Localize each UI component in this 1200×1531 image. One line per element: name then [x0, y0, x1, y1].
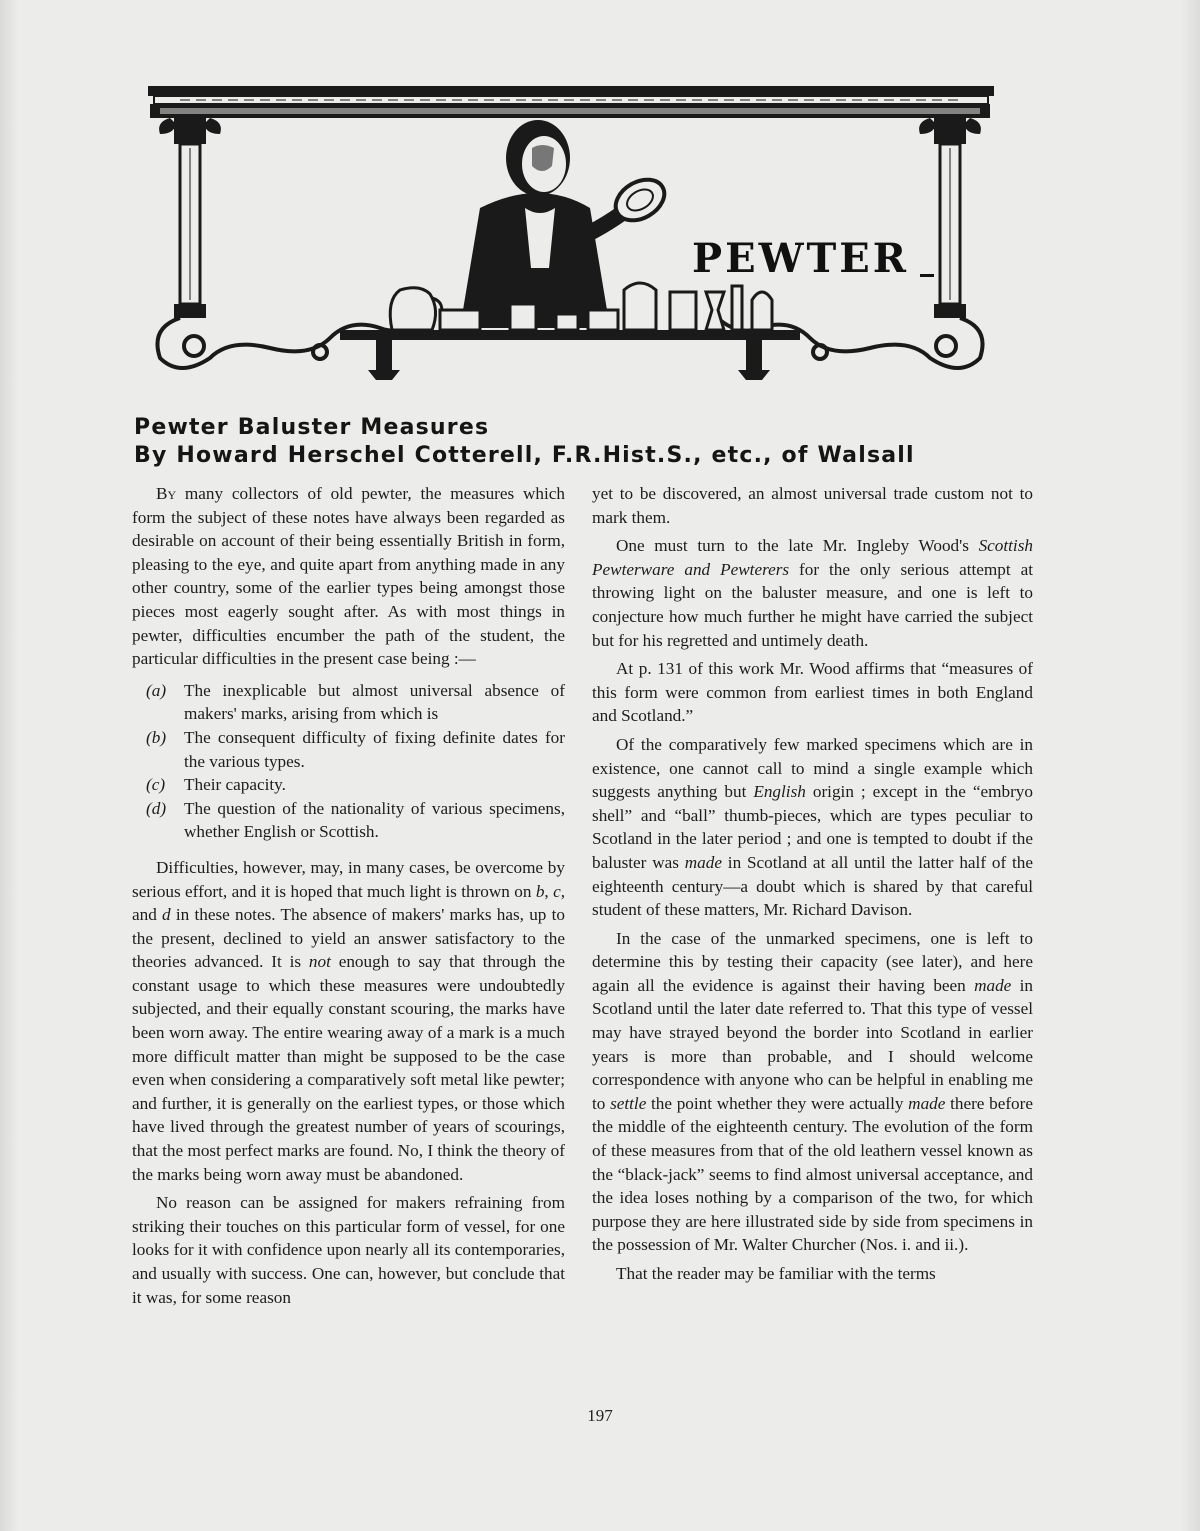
book-title: Scottish Pewterware and Pewterers — [592, 536, 1033, 579]
header-illustration — [140, 78, 1000, 388]
right-paragraph-6: That the reader may be familiar with the terms — [616, 1264, 936, 1283]
list-marker: (d) — [146, 798, 167, 818]
left-paragraph-1 — [132, 482, 565, 671]
list-marker: (b) — [146, 727, 167, 747]
right-paragraph-4 — [592, 733, 1033, 922]
italic-run: c — [553, 881, 561, 901]
text-run: In the case of the unmarked specimens, one is left to determine this by testing their capacity (see later), and here again all the evidence is against their having been — [592, 928, 1033, 995]
list-item-text: Their capacity. — [184, 775, 286, 795]
italic-run: not — [308, 952, 331, 972]
list-item — [146, 797, 565, 844]
text-run: for the only serious attempt at throwing light on the baluster measure, and one is left to conjecture how much further he might have carried the subject but for his regretted and untimely death. — [592, 559, 1033, 650]
right-paragraph-2 — [592, 534, 1033, 652]
italic-run: d — [162, 905, 171, 925]
left-pillar — [159, 118, 221, 318]
text-run: there before the middle of the eighteenth century. The evolution of the form of these measures from that of the old leathern vessel known as the “black-jack” seems to find almost universal acceptance, and the idea loses nothing by a comparison of the two, for which purpose they are here illustrated side by side from specimens in the possession of Mr. Walter Churcher (Nos. i. and ii.). — [592, 1093, 1034, 1255]
list-item-text: The consequent difficulty of fixing definite dates for the various types. — [184, 727, 565, 771]
list-item-text: The question of the nationality of various specimens, whether English or Scottish. — [184, 798, 565, 842]
article-title: Pewter Baluster Measures — [134, 415, 490, 440]
list-marker: (c) — [146, 775, 166, 795]
list-item — [146, 679, 565, 726]
list-item-text: The inexplicable but almost universal absence of makers' marks, arising from which is — [184, 680, 565, 724]
list-marker: (a) — [146, 680, 167, 700]
pewter-engraving — [140, 78, 1000, 388]
italic-run: English — [753, 782, 806, 802]
page-number: 197 — [587, 1406, 613, 1425]
list-item — [146, 726, 565, 773]
text-run: in Scotland until the later date referred to. That this type of vessel may have strayed beyond the border into Scotland in earlier years is more than probable, and I should welcome correspondence with anyone who can be helpful in enabling me to — [592, 975, 1033, 1113]
text-run: in these notes. The absence of makers' marks has, up to the present, declined to yield an answer satisfactory to the theories advanced. It is — [132, 905, 565, 972]
text-run: in Scotland at all until the latter half of the eighteenth century—a doubt which is shared by that careful student of these matters, Mr. Richard Davison. — [592, 852, 1033, 920]
left-paragraph-1-text: many collectors of old pewter, the measures which form the subject of these notes have always been regarded as desirable on account of their being essentially British in form, pleasing to the eye, and quite apart from anything made in any other country, some of the earlier types being amongst those pieces most eagerly sought after. As with most things in pewter, difficulties encumber the path of the student, the particular difficulties in the present case being :— — [132, 484, 565, 669]
list-item — [146, 773, 565, 797]
italic-run: settle — [610, 1093, 647, 1113]
italic-run: made — [684, 852, 722, 872]
right-paragraph-3: At p. 131 of this work Mr. Wood affirms that “measures of this form were common from earliest times in both England and Scotland.” — [592, 659, 1033, 726]
right-column — [592, 482, 1033, 1286]
dropcap: By — [156, 484, 177, 503]
difficulties-list — [132, 679, 565, 844]
italic-run: made — [974, 975, 1012, 995]
left-paragraph-2 — [132, 856, 565, 1186]
italic-run: made — [908, 1093, 946, 1113]
text-run: One must turn to the late Mr. Ingleby Wood's — [616, 536, 979, 556]
right-pillar — [919, 118, 981, 318]
text-run: the point whether they were actually — [646, 1093, 909, 1113]
text-run: enough to say that through the constant usage to which these measures were undoubtedly subjected, and their equally constant scouring, the marks have been worn away. The entire wearing away of a mark is a much more difficult matter than might be supposed to be the case even when considering a comparatively soft metal like pewter; and further, it is generally on the earliest types, or those which have lived through the greatest number of years of scourings, that the most perfect marks are found. No, I think the theory of the marks being worn away must be abandoned. — [132, 952, 565, 1184]
left-paragraph-3: No reason can be assigned for makers refraining from striking their touches on this particular form of vessel, for one looks for it with confidence upon nearly all its contemporaries, and usually with success. One can, however, but conclude that it was, for some reason — [132, 1193, 565, 1307]
text-run: , and — [132, 881, 565, 925]
text-run: origin ; except in the “embryo shell” and “ball” thumb-pieces, which are types peculiar to Scotland in the later period ; and one is tempted to doubt if the baluster was — [592, 782, 1033, 872]
text-run: Of the comparatively few marked specimens which are in existence, one cannot call to mind a single example which suggests anything but — [592, 734, 1033, 802]
right-paragraph-5 — [592, 927, 1033, 1257]
text-run: , — [544, 881, 554, 901]
article-heading — [134, 414, 1034, 470]
pewter-heading: PEWTER — [692, 235, 909, 282]
article-byline: By Howard Herschel Cotterell, F.R.Hist.S., etc., of Walsall — [134, 443, 915, 468]
right-paragraph-1: yet to be discovered, an almost universal trade custom not to mark them. — [592, 484, 1033, 527]
text-run: Difficulties, however, may, in many cases, be overcome by serious effort, and it is hoped that much light is thrown on — [132, 857, 565, 901]
italic-run: b — [535, 881, 545, 901]
left-column — [132, 482, 565, 1309]
